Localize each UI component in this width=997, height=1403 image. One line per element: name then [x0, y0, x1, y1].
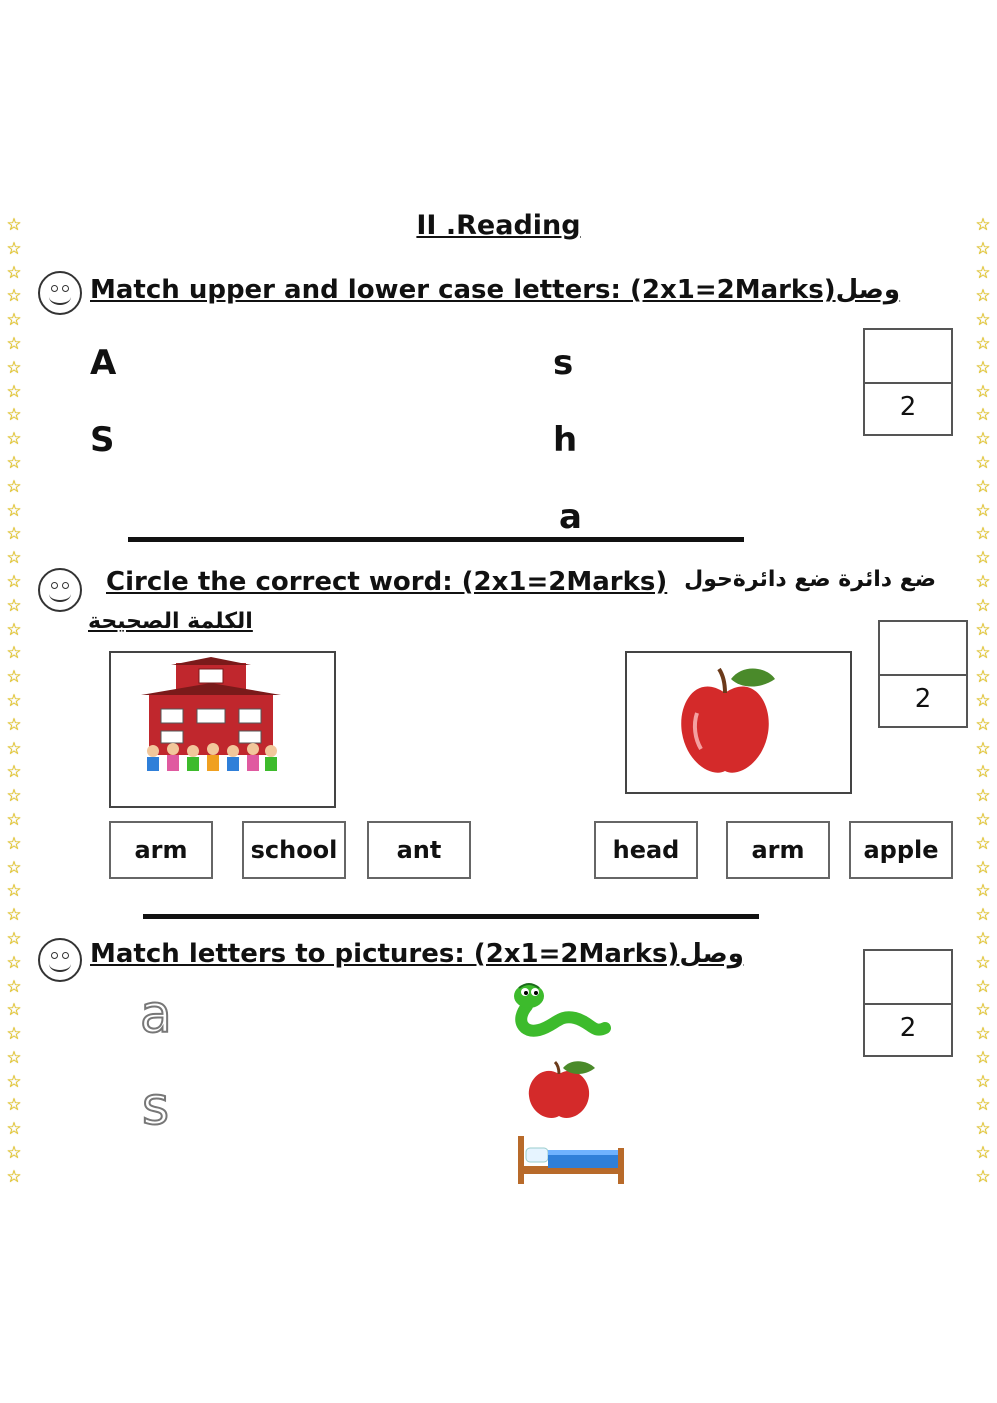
star-icon: ☆	[975, 286, 991, 307]
star-icon: ☆	[6, 1047, 22, 1068]
star-icon: ☆	[6, 548, 22, 569]
section2-heading-arabic-line2: الكلمة الصحيحة	[88, 609, 253, 634]
star-icon: ☆	[975, 571, 991, 592]
star-icon: ☆	[975, 429, 991, 450]
star-icon: ☆	[975, 738, 991, 759]
section2-heading	[106, 567, 936, 597]
star-icon: ☆	[6, 738, 22, 759]
word-option-school[interactable]: school	[242, 821, 346, 879]
star-icon: ☆	[6, 928, 22, 949]
star-icon: ☆	[975, 690, 991, 711]
star-icon: ☆	[6, 405, 22, 426]
star-icon: ☆	[6, 357, 22, 378]
star-icon: ☆	[975, 1024, 991, 1045]
star-icon: ☆	[975, 1071, 991, 1092]
star-icon: ☆	[6, 571, 22, 592]
section3-heading	[90, 939, 744, 969]
star-icon: ☆	[975, 1095, 991, 1116]
word-option-apple[interactable]: apple	[849, 821, 953, 879]
star-icon: ☆	[6, 262, 22, 283]
star-icon: ☆	[975, 595, 991, 616]
section3-heading-text: Match letters to pictures: (2x1=2Marks)	[90, 939, 680, 969]
star-icon: ☆	[6, 595, 22, 616]
star-icon: ☆	[6, 238, 22, 259]
star-icon: ☆	[6, 286, 22, 307]
star-icon: ☆	[975, 1143, 991, 1164]
mark-box-1	[863, 328, 953, 436]
star-icon: ☆	[975, 333, 991, 354]
star-icon: ☆	[6, 476, 22, 497]
star-icon: ☆	[975, 809, 991, 830]
star-icon: ☆	[975, 762, 991, 783]
star-icon: ☆	[975, 357, 991, 378]
mark-value-1: 2	[899, 392, 917, 422]
star-icon: ☆	[6, 714, 22, 735]
star-icon: ☆	[6, 1143, 22, 1164]
section2-heading-arabic: ضع دائرة ضع دائرةحول	[684, 567, 936, 592]
star-icon: ☆	[975, 215, 991, 235]
star-icon: ☆	[6, 643, 22, 664]
word-option-ant[interactable]: ant	[367, 821, 471, 879]
star-icon: ☆	[975, 905, 991, 926]
outline-letter-a: a	[140, 985, 172, 1045]
smiley-icon	[38, 568, 82, 612]
star-icon: ☆	[975, 786, 991, 807]
mark-value-2: 2	[914, 684, 932, 714]
star-icon: ☆	[6, 809, 22, 830]
star-icon: ☆	[975, 238, 991, 259]
apple-picture-frame	[625, 651, 852, 794]
star-icon: ☆	[975, 833, 991, 854]
star-icon: ☆	[6, 381, 22, 402]
snake-icon	[505, 976, 615, 1042]
lower-letter-h: h	[553, 420, 578, 460]
star-icon: ☆	[6, 667, 22, 688]
star-icon: ☆	[6, 833, 22, 854]
section2-heading-text: Circle the correct word: (2x1=2Marks)	[106, 567, 668, 597]
star-icon: ☆	[975, 1119, 991, 1140]
apple-icon	[523, 1058, 605, 1122]
star-icon: ☆	[975, 1000, 991, 1021]
star-icon: ☆	[975, 1047, 991, 1068]
star-icon: ☆	[6, 215, 22, 235]
star-icon: ☆	[975, 262, 991, 283]
star-icon: ☆	[975, 714, 991, 735]
star-icon: ☆	[6, 952, 22, 973]
star-icon: ☆	[6, 857, 22, 878]
star-icon: ☆	[975, 667, 991, 688]
star-icon: ☆	[975, 928, 991, 949]
star-icon: ☆	[6, 1095, 22, 1116]
star-icon: ☆	[975, 500, 991, 521]
star-icon: ☆	[6, 976, 22, 997]
word-option-arm[interactable]: arm	[109, 821, 213, 879]
star-icon: ☆	[6, 333, 22, 354]
star-icon: ☆	[975, 524, 991, 545]
star-icon: ☆	[6, 1000, 22, 1021]
upper-letter-s: S	[90, 420, 115, 460]
school-picture-frame	[109, 651, 336, 808]
star-icon: ☆	[975, 619, 991, 640]
star-icon: ☆	[6, 762, 22, 783]
star-icon: ☆	[975, 405, 991, 426]
bed-icon	[514, 1130, 628, 1188]
star-icon: ☆	[975, 1166, 991, 1187]
word-option-arm-2[interactable]: arm	[726, 821, 830, 879]
divider-1	[128, 537, 744, 542]
star-icon: ☆	[6, 1119, 22, 1140]
star-icon: ☆	[975, 381, 991, 402]
mark-value-3: 2	[899, 1013, 917, 1043]
school-icon	[111, 653, 334, 806]
star-icon: ☆	[975, 976, 991, 997]
star-icon: ☆	[6, 690, 22, 711]
section1-heading-text: Match upper and lower case letters: (2x1=2Marks)	[90, 275, 836, 305]
apple-icon	[627, 653, 850, 792]
star-icon: ☆	[975, 476, 991, 497]
star-icon: ☆	[975, 310, 991, 331]
divider-2	[143, 914, 759, 919]
star-icon: ☆	[975, 952, 991, 973]
outline-letter-s: s	[142, 1077, 170, 1137]
star-icon: ☆	[6, 1071, 22, 1092]
section3-heading-arabic: وصل	[679, 939, 744, 969]
page-title: II .Reading	[416, 210, 581, 241]
upper-letter-a: A	[90, 343, 117, 383]
lower-letter-s: s	[553, 343, 574, 383]
star-icon: ☆	[975, 881, 991, 902]
star-icon: ☆	[6, 786, 22, 807]
smiley-icon	[38, 938, 82, 982]
star-icon: ☆	[6, 1166, 22, 1187]
star-icon: ☆	[975, 452, 991, 473]
mark-box-3	[863, 949, 953, 1057]
star-icon: ☆	[975, 857, 991, 878]
star-icon: ☆	[6, 881, 22, 902]
mark-box-2	[878, 620, 968, 728]
star-icon: ☆	[6, 500, 22, 521]
star-icon: ☆	[975, 643, 991, 664]
star-icon: ☆	[6, 452, 22, 473]
star-icon: ☆	[6, 905, 22, 926]
star-icon: ☆	[6, 1024, 22, 1045]
star-icon: ☆	[6, 429, 22, 450]
left-star-border	[4, 214, 24, 1189]
star-icon: ☆	[6, 524, 22, 545]
word-option-head[interactable]: head	[594, 821, 698, 879]
section1-heading-arabic: وصل	[835, 275, 901, 305]
star-icon: ☆	[6, 310, 22, 331]
star-icon: ☆	[975, 548, 991, 569]
star-icon: ☆	[6, 619, 22, 640]
right-star-border	[973, 214, 993, 1189]
smiley-icon	[38, 271, 82, 315]
lower-letter-a: a	[559, 497, 582, 537]
section1-heading	[90, 275, 900, 305]
